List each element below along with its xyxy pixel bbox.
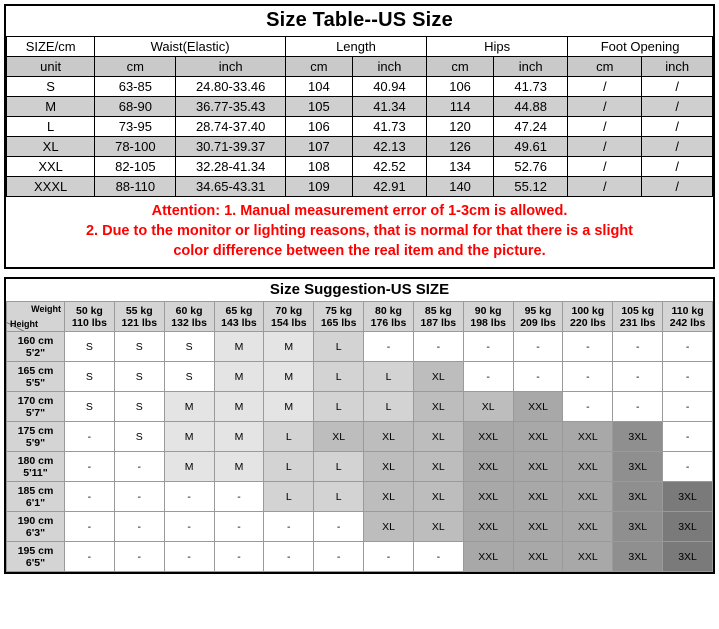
suggestion-cell: M bbox=[264, 332, 314, 362]
suggestion-cell: 3XL bbox=[663, 512, 713, 542]
measure-cell: 55.12 bbox=[494, 177, 568, 197]
suggestion-cell: - bbox=[65, 542, 115, 572]
size-cell: XXXL bbox=[7, 177, 95, 197]
height-cm: 180 cm bbox=[17, 454, 54, 467]
weight-column-header bbox=[214, 302, 264, 332]
weight-lbs: 110 lbs bbox=[71, 316, 107, 329]
suggestion-cell: 3XL bbox=[663, 482, 713, 512]
size-cell: XL bbox=[7, 137, 95, 157]
weight-column-header bbox=[513, 302, 563, 332]
suggestion-cell: XXL bbox=[513, 452, 563, 482]
measure-cell: 28.74-37.40 bbox=[176, 117, 285, 137]
suggestion-cell: XXL bbox=[463, 512, 513, 542]
suggestion-cell: 3XL bbox=[613, 512, 663, 542]
suggestion-cell: - bbox=[364, 332, 414, 362]
suggestion-cell: XXL bbox=[563, 452, 613, 482]
suggestion-cell: - bbox=[114, 512, 164, 542]
height-cm: 195 cm bbox=[17, 544, 54, 557]
size-suggestion-block bbox=[4, 277, 715, 574]
measure-cell: 42.91 bbox=[352, 177, 426, 197]
suggestion-cell: XXL bbox=[513, 482, 563, 512]
suggestion-cell: L bbox=[264, 422, 314, 452]
suggestion-cell: - bbox=[65, 482, 115, 512]
suggestion-cell: XL bbox=[463, 392, 513, 422]
height-row-header bbox=[7, 452, 65, 482]
size-cell: XXL bbox=[7, 157, 95, 177]
height-cm: 190 cm bbox=[17, 514, 54, 527]
suggestion-cell: - bbox=[214, 482, 264, 512]
weight-kg: 95 kg bbox=[524, 304, 552, 317]
suggestion-cell: 3XL bbox=[663, 542, 713, 572]
measure-cell: 63-85 bbox=[95, 77, 176, 97]
weight-kg: 100 kg bbox=[571, 304, 605, 317]
suggestion-cell: - bbox=[613, 332, 663, 362]
suggestion-header-row bbox=[7, 302, 713, 332]
suggestion-cell: M bbox=[214, 392, 264, 422]
table-row bbox=[7, 137, 713, 157]
measure-cell: 36.77-35.43 bbox=[176, 97, 285, 117]
weight-lbs: 231 lbs bbox=[619, 316, 656, 329]
measure-cell: 30.71-39.37 bbox=[176, 137, 285, 157]
suggestion-cell: - bbox=[65, 452, 115, 482]
suggestion-cell: XXL bbox=[513, 512, 563, 542]
weight-lbs: 242 lbs bbox=[669, 316, 706, 329]
suggestion-cell: - bbox=[314, 512, 364, 542]
weight-lbs: 220 lbs bbox=[570, 316, 606, 329]
weight-kg: 105 kg bbox=[621, 304, 655, 317]
measure-cell: 126 bbox=[427, 137, 494, 157]
measure-cell: / bbox=[568, 77, 642, 97]
suggestion-row bbox=[7, 452, 713, 482]
suggestion-row bbox=[7, 512, 713, 542]
col-header-hips: Hips bbox=[427, 37, 568, 57]
suggestion-cell: M bbox=[214, 422, 264, 452]
measure-cell: 32.28-41.34 bbox=[176, 157, 285, 177]
height-ft: 6'5" bbox=[25, 556, 46, 569]
weight-lbs: 209 lbs bbox=[520, 316, 556, 329]
measure-cell: 40.94 bbox=[352, 77, 426, 97]
weight-lbs: 143 lbs bbox=[221, 316, 257, 329]
weight-kg: 90 kg bbox=[474, 304, 502, 317]
size-table-group-header-row bbox=[7, 37, 713, 57]
suggestion-cell: M bbox=[164, 452, 214, 482]
attention-line-3: color difference between the real item and the picture. bbox=[173, 243, 546, 259]
size-table-title: Size Table--US Size bbox=[266, 9, 453, 31]
unit-header-6: inch bbox=[494, 57, 568, 77]
height-cm: 160 cm bbox=[17, 334, 54, 347]
suggestion-cell: XL bbox=[314, 422, 364, 452]
weight-kg: 55 kg bbox=[125, 304, 153, 317]
measure-cell: / bbox=[568, 117, 642, 137]
measure-cell: 34.65-43.31 bbox=[176, 177, 285, 197]
weight-lbs: 121 lbs bbox=[121, 316, 158, 329]
measure-cell: 42.52 bbox=[352, 157, 426, 177]
suggestion-cell: M bbox=[264, 392, 314, 422]
suggestion-cell: - bbox=[164, 512, 214, 542]
measure-cell: / bbox=[642, 137, 713, 157]
suggestion-cell: L bbox=[314, 392, 364, 422]
suggestion-cell: - bbox=[264, 512, 314, 542]
suggestion-cell: - bbox=[364, 542, 414, 572]
suggestion-cell: XXL bbox=[463, 482, 513, 512]
suggestion-cell: S bbox=[114, 422, 164, 452]
suggestion-cell: XL bbox=[413, 512, 463, 542]
unit-header-5: cm bbox=[427, 57, 494, 77]
measure-cell: 88-110 bbox=[95, 177, 176, 197]
measure-cell: 105 bbox=[285, 97, 352, 117]
size-chart-page bbox=[0, 4, 719, 629]
height-row-header bbox=[7, 542, 65, 572]
suggestion-cell: - bbox=[563, 362, 613, 392]
unit-header-1: cm bbox=[95, 57, 176, 77]
size-table-block bbox=[4, 4, 715, 269]
height-cm: 165 cm bbox=[17, 364, 54, 377]
suggestion-cell: XL bbox=[364, 422, 414, 452]
suggestion-cell: L bbox=[314, 332, 364, 362]
unit-header-3: cm bbox=[285, 57, 352, 77]
table-row bbox=[7, 157, 713, 177]
suggestion-cell: - bbox=[513, 362, 563, 392]
suggestion-cell: S bbox=[164, 362, 214, 392]
weight-kg: 60 kg bbox=[175, 304, 203, 317]
attention-line-1: Attention: 1. Manual measurement error of 1-3cm is allowed. bbox=[151, 203, 568, 219]
suggestion-cell: 3XL bbox=[613, 482, 663, 512]
suggestion-cell: XXL bbox=[563, 512, 613, 542]
suggestion-cell: L bbox=[364, 392, 414, 422]
height-row-header bbox=[7, 482, 65, 512]
measure-cell: / bbox=[568, 177, 642, 197]
suggestion-cell: - bbox=[214, 512, 264, 542]
suggestion-cell: L bbox=[264, 452, 314, 482]
weight-kg: 110 kg bbox=[671, 304, 704, 317]
height-ft: 5'7" bbox=[25, 406, 46, 419]
measure-cell: 68-90 bbox=[95, 97, 176, 117]
suggestion-cell: L bbox=[364, 362, 414, 392]
measure-cell: 41.73 bbox=[494, 77, 568, 97]
suggestion-cell: XL bbox=[413, 362, 463, 392]
suggestion-cell: XXL bbox=[563, 542, 613, 572]
suggestion-cell: XL bbox=[413, 452, 463, 482]
height-ft: 6'3" bbox=[25, 526, 46, 539]
weight-kg: 50 kg bbox=[75, 304, 103, 317]
suggestion-cell: - bbox=[114, 482, 164, 512]
measure-cell: / bbox=[642, 97, 713, 117]
table-row bbox=[7, 77, 713, 97]
suggestion-cell: S bbox=[65, 392, 115, 422]
measure-cell: 107 bbox=[285, 137, 352, 157]
weight-kg: 75 kg bbox=[325, 304, 353, 317]
weight-kg: 70 kg bbox=[275, 304, 303, 317]
weight-column-header bbox=[264, 302, 314, 332]
suggestion-cell: - bbox=[413, 542, 463, 572]
suggestion-cell: S bbox=[65, 332, 115, 362]
weight-column-header bbox=[663, 302, 713, 332]
height-ft: 5'5" bbox=[25, 376, 46, 389]
measure-cell: 41.73 bbox=[352, 117, 426, 137]
weight-axis-label: Weight bbox=[31, 304, 61, 314]
table-row bbox=[7, 97, 713, 117]
suggestion-cell: S bbox=[114, 332, 164, 362]
weight-height-corner bbox=[7, 302, 65, 332]
height-row-header bbox=[7, 422, 65, 452]
measure-cell: 49.61 bbox=[494, 137, 568, 157]
suggestion-cell: 3XL bbox=[613, 542, 663, 572]
weight-column-header bbox=[314, 302, 364, 332]
col-header-foot-opening: Foot Opening bbox=[568, 37, 713, 57]
suggestion-cell: XXL bbox=[513, 542, 563, 572]
suggestion-cell: L bbox=[314, 482, 364, 512]
measure-cell: 41.34 bbox=[352, 97, 426, 117]
suggestion-cell: - bbox=[663, 362, 713, 392]
suggestion-cell: XXL bbox=[463, 542, 513, 572]
suggestion-cell: - bbox=[114, 452, 164, 482]
suggestion-row bbox=[7, 542, 713, 572]
height-row-header bbox=[7, 362, 65, 392]
suggestion-row bbox=[7, 422, 713, 452]
suggestion-row bbox=[7, 392, 713, 422]
height-row-header bbox=[7, 392, 65, 422]
suggestion-cell: L bbox=[314, 362, 364, 392]
measure-cell: 47.24 bbox=[494, 117, 568, 137]
measure-cell: 134 bbox=[427, 157, 494, 177]
weight-column-header bbox=[114, 302, 164, 332]
measure-cell: / bbox=[642, 177, 713, 197]
suggestion-cell: XXL bbox=[463, 422, 513, 452]
suggestion-cell: XL bbox=[364, 482, 414, 512]
weight-column-header bbox=[364, 302, 414, 332]
suggestion-cell: - bbox=[264, 542, 314, 572]
measure-cell: / bbox=[568, 97, 642, 117]
measure-cell: 104 bbox=[285, 77, 352, 97]
weight-kg: 80 kg bbox=[375, 304, 402, 317]
measure-cell: 108 bbox=[285, 157, 352, 177]
height-axis-label: Height bbox=[10, 319, 38, 329]
height-ft: 5'11" bbox=[23, 466, 48, 479]
suggestion-cell: - bbox=[65, 422, 115, 452]
unit-header-7: cm bbox=[568, 57, 642, 77]
suggestion-cell: S bbox=[114, 362, 164, 392]
measure-cell: 109 bbox=[285, 177, 352, 197]
size-table-unit-header-row bbox=[7, 57, 713, 77]
size-cell: M bbox=[7, 97, 95, 117]
suggestion-cell: - bbox=[663, 452, 713, 482]
suggestion-cell: - bbox=[463, 362, 513, 392]
suggestion-cell: M bbox=[264, 362, 314, 392]
unit-header-0: unit bbox=[7, 57, 95, 77]
suggestion-cell: S bbox=[65, 362, 115, 392]
suggestion-cell: L bbox=[314, 452, 364, 482]
suggestion-cell: - bbox=[164, 482, 214, 512]
height-row-header bbox=[7, 512, 65, 542]
suggestion-cell: L bbox=[264, 482, 314, 512]
suggestion-cell: XXL bbox=[563, 482, 613, 512]
suggestion-cell: XXL bbox=[563, 422, 613, 452]
measure-cell: 42.13 bbox=[352, 137, 426, 157]
measure-cell: / bbox=[568, 157, 642, 177]
suggestion-cell: - bbox=[214, 542, 264, 572]
measure-cell: 120 bbox=[427, 117, 494, 137]
unit-header-4: inch bbox=[352, 57, 426, 77]
measure-cell: 106 bbox=[285, 117, 352, 137]
weight-lbs: 187 lbs bbox=[420, 316, 457, 329]
suggestion-cell: XL bbox=[413, 392, 463, 422]
suggestion-cell: XXL bbox=[463, 452, 513, 482]
measure-cell: 140 bbox=[427, 177, 494, 197]
measure-cell: / bbox=[642, 117, 713, 137]
col-header-size: SIZE/cm bbox=[7, 37, 95, 57]
weight-lbs: 198 lbs bbox=[470, 316, 506, 329]
weight-column-header bbox=[613, 302, 663, 332]
suggestion-cell: - bbox=[563, 392, 613, 422]
suggestion-row bbox=[7, 332, 713, 362]
size-table bbox=[6, 36, 713, 197]
height-cm: 175 cm bbox=[17, 424, 54, 437]
suggestion-cell: S bbox=[114, 392, 164, 422]
weight-lbs: 176 lbs bbox=[370, 316, 407, 329]
weight-lbs: 132 lbs bbox=[171, 316, 207, 329]
measure-cell: 78-100 bbox=[95, 137, 176, 157]
suggestion-cell: - bbox=[513, 332, 563, 362]
suggestion-cell: - bbox=[663, 332, 713, 362]
suggestion-row bbox=[7, 482, 713, 512]
measure-cell: 24.80-33.46 bbox=[176, 77, 285, 97]
suggestion-cell: XXL bbox=[513, 422, 563, 452]
suggestion-cell: - bbox=[613, 392, 663, 422]
height-row-header bbox=[7, 332, 65, 362]
weight-column-header bbox=[463, 302, 513, 332]
suggestion-cell: M bbox=[214, 452, 264, 482]
weight-column-header bbox=[563, 302, 613, 332]
height-ft: 6'1" bbox=[25, 496, 46, 509]
suggestion-cell: S bbox=[164, 332, 214, 362]
table-row bbox=[7, 117, 713, 137]
height-ft: 5'2" bbox=[25, 346, 46, 359]
suggestion-cell: XL bbox=[364, 452, 414, 482]
suggestion-cell: XXL bbox=[513, 392, 563, 422]
col-header-waist: Waist(Elastic) bbox=[95, 37, 286, 57]
suggestion-cell: - bbox=[164, 542, 214, 572]
attention-note bbox=[6, 197, 713, 267]
measure-cell: 114 bbox=[427, 97, 494, 117]
measure-cell: 106 bbox=[427, 77, 494, 97]
suggestion-cell: XL bbox=[364, 512, 414, 542]
suggestion-cell: - bbox=[663, 392, 713, 422]
measure-cell: / bbox=[568, 137, 642, 157]
weight-kg: 85 kg bbox=[424, 304, 452, 317]
attention-line-2: 2. Due to the monitor or lighting reasons, that is normal for that there is a slight bbox=[85, 223, 634, 239]
size-suggestion-title: Size Suggestion-US SIZE bbox=[269, 281, 450, 298]
suggestion-cell: - bbox=[114, 542, 164, 572]
unit-header-2: inch bbox=[176, 57, 285, 77]
suggestion-cell: - bbox=[413, 332, 463, 362]
height-cm: 185 cm bbox=[17, 484, 54, 497]
suggestion-cell: - bbox=[663, 422, 713, 452]
measure-cell: / bbox=[642, 77, 713, 97]
suggestion-cell: M bbox=[164, 392, 214, 422]
table-row bbox=[7, 177, 713, 197]
size-cell: L bbox=[7, 117, 95, 137]
height-ft: 5'9" bbox=[25, 436, 46, 449]
col-header-length: Length bbox=[285, 37, 426, 57]
measure-cell: 82-105 bbox=[95, 157, 176, 177]
weight-kg: 65 kg bbox=[225, 304, 253, 317]
suggestion-cell: XL bbox=[413, 482, 463, 512]
weight-lbs: 154 lbs bbox=[270, 316, 307, 329]
size-cell: S bbox=[7, 77, 95, 97]
suggestion-cell: - bbox=[65, 512, 115, 542]
measure-cell: / bbox=[642, 157, 713, 177]
weight-lbs: 165 lbs bbox=[320, 316, 357, 329]
suggestion-cell: 3XL bbox=[613, 452, 663, 482]
weight-column-header bbox=[65, 302, 115, 332]
suggestion-row bbox=[7, 362, 713, 392]
suggestion-cell: 3XL bbox=[613, 422, 663, 452]
suggestion-cell: - bbox=[563, 332, 613, 362]
measure-cell: 44.88 bbox=[494, 97, 568, 117]
measure-cell: 73-95 bbox=[95, 117, 176, 137]
suggestion-cell: - bbox=[613, 362, 663, 392]
suggestion-cell: - bbox=[463, 332, 513, 362]
suggestion-cell: M bbox=[214, 332, 264, 362]
measure-cell: 52.76 bbox=[494, 157, 568, 177]
suggestion-cell: M bbox=[164, 422, 214, 452]
suggestion-cell: XL bbox=[413, 422, 463, 452]
weight-column-header bbox=[413, 302, 463, 332]
size-suggestion-table bbox=[6, 301, 713, 572]
height-cm: 170 cm bbox=[17, 394, 54, 407]
unit-header-8: inch bbox=[642, 57, 713, 77]
weight-column-header bbox=[164, 302, 214, 332]
suggestion-cell: M bbox=[214, 362, 264, 392]
suggestion-cell: - bbox=[314, 542, 364, 572]
